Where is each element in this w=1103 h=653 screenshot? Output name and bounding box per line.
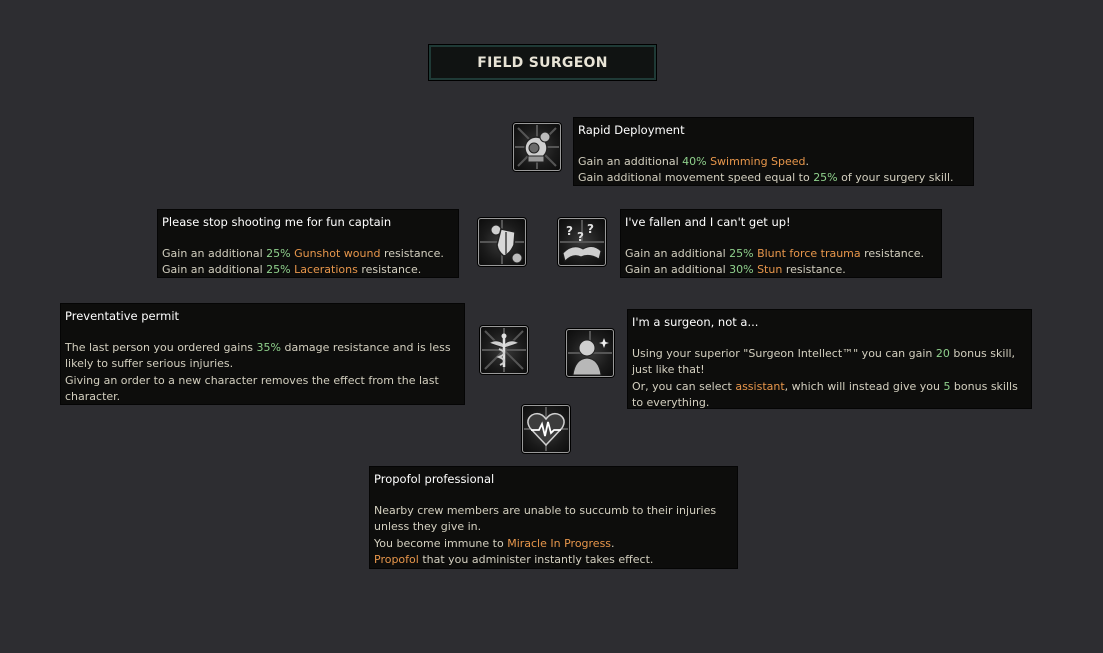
talent-tree-title: FIELD SURGEON bbox=[477, 54, 608, 71]
talent-title: Rapid Deployment bbox=[578, 123, 685, 137]
talent-description-line: Nearby crew members are unable to succumb to their injuries unless they give in. bbox=[374, 504, 717, 534]
surgeon-portrait-icon[interactable] bbox=[566, 329, 614, 377]
talent-description-line: The last person you ordered gains 35% damage resistance and is less likely to suffer serious injuries. bbox=[65, 341, 451, 371]
talent-description-line: Gain an additional 25% Blunt force trauma resistance. bbox=[625, 247, 925, 261]
talent-description-line: Gain an additional 40% Swimming Speed. bbox=[578, 155, 810, 169]
tooltip-im-a-surgeon bbox=[627, 309, 1032, 409]
svg-text:?: ? bbox=[566, 224, 573, 238]
talent-description-line: You become immune to Miracle In Progress. bbox=[374, 536, 615, 550]
tooltip-rapid-deployment bbox=[573, 117, 974, 186]
talent-title: I've fallen and I can't get up! bbox=[625, 215, 791, 229]
shield-figure-icon[interactable] bbox=[478, 218, 526, 266]
confused-fallen-figure-icon[interactable] bbox=[558, 218, 606, 266]
heart-heartbeat-icon[interactable] bbox=[522, 405, 570, 453]
caduceus-icon[interactable] bbox=[480, 326, 528, 374]
talent-description-line: Gain an additional 30% Stun resistance. bbox=[625, 263, 846, 277]
talent-description-line: Gain an additional 25% Lacerations resistance. bbox=[162, 263, 422, 277]
svg-text:?: ? bbox=[577, 230, 584, 244]
talent-title: Propofol professional bbox=[374, 472, 495, 486]
tooltip-please-stop-shooting bbox=[157, 209, 459, 278]
talent-description-line: Propofol that you administer instantly takes effect. bbox=[374, 552, 654, 566]
talent-tree-title-box bbox=[428, 44, 657, 81]
diving-helmet-icon[interactable] bbox=[513, 123, 561, 171]
tooltip-preventative-permit bbox=[60, 303, 465, 405]
talent-title: Please stop shooting me for fun captain bbox=[162, 215, 392, 229]
talent-description-line: Or, you can select assistant, which will instead give you 5 bonus skills to everything. bbox=[632, 379, 1018, 409]
tooltip-propofol-professional bbox=[369, 466, 738, 569]
talent-description-line: Using your superior "Surgeon Intellect™" you can gain 20 bonus skill, just like that! bbox=[632, 347, 1016, 377]
svg-text:?: ? bbox=[587, 222, 594, 236]
talent-description-line: Giving an order to a new character removes the effect from the last character. bbox=[65, 373, 439, 403]
talent-description-line: Gain an additional 25% Gunshot wound resistance. bbox=[162, 247, 444, 261]
tooltip-ive-fallen bbox=[620, 209, 942, 278]
talent-description-line: Gain additional movement speed equal to 25% of your surgery skill. bbox=[578, 171, 954, 185]
talent-title: Preventative permit bbox=[65, 309, 180, 323]
talent-title: I'm a surgeon, not a... bbox=[632, 315, 759, 329]
